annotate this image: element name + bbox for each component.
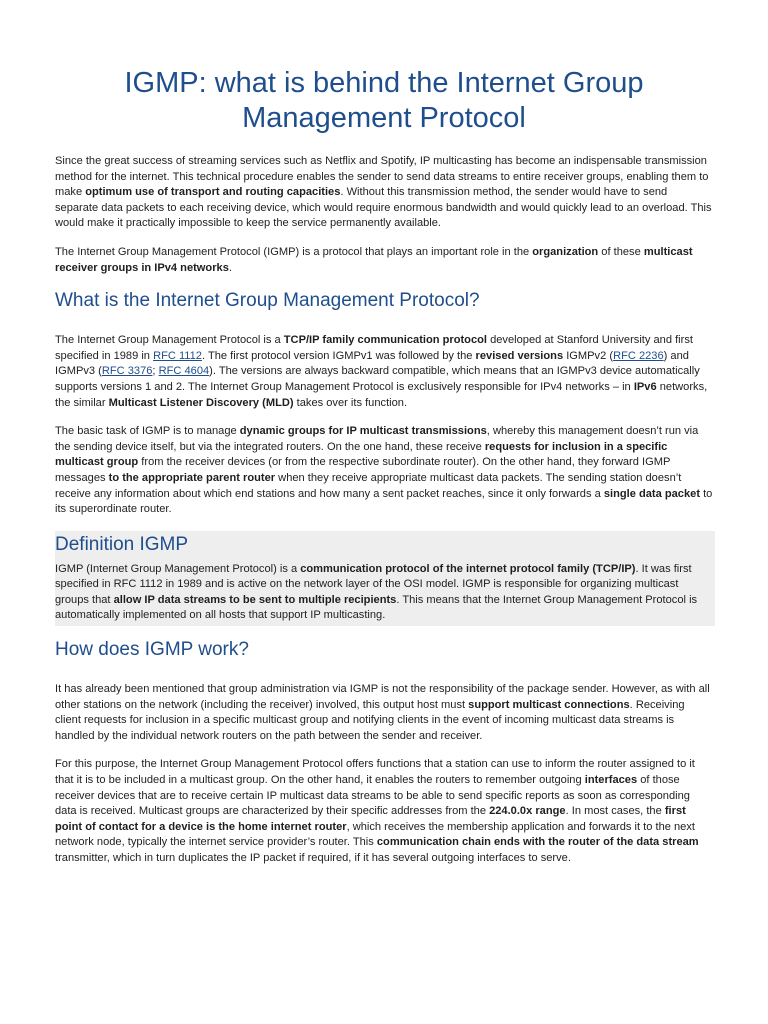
bold-run: allow IP data streams to be sent to multiple recipients bbox=[113, 593, 397, 606]
bold-run: 224.0.0x range bbox=[489, 805, 566, 818]
intro-paragraph bbox=[55, 154, 713, 232]
link-rfc-2236[interactable]: RFC 2236 bbox=[613, 349, 664, 362]
text-run: when they receive appropriate multicast data packets. The sending station doesn’t receive any information about which end stations and how many a sent packet reaches, since it only forwards a bbox=[55, 471, 682, 500]
bold-run: multicast receiver groups in IPv4 networks bbox=[55, 245, 693, 274]
bold-run: first point of contact for a device is the home internet router bbox=[55, 805, 686, 833]
text-run: ). The versions are always backward compatible, which means that an IGMPv3 device automatically supports versions 1 and 2. The Internet Group Management Protocol is exclusively responsible for IPv4 networks – in bbox=[55, 365, 700, 393]
text-run: ; bbox=[152, 365, 159, 378]
text-run: The basic task of IGMP is to manage bbox=[55, 425, 240, 438]
text-run: For this purpose, the Internet Group Management Protocol offers functions that a station can use to inform the router assigned to it that it is to be included in a multicast group. On the other hand, it enables the routers to remember outgoing bbox=[55, 758, 695, 787]
text-run: . In most cases, the bbox=[565, 805, 665, 818]
bold-run: requests for inclusion in a specific multicast group bbox=[55, 440, 668, 469]
link-rfc-4604[interactable]: RFC 4604 bbox=[158, 365, 210, 378]
bold-run: TCP/IP family communication protocol bbox=[283, 334, 487, 347]
bold-run: communication chain ends with the router of the data stream bbox=[376, 836, 699, 849]
bold-run: organization bbox=[532, 245, 599, 258]
heading-definition-igmp: Definition IGMP bbox=[55, 533, 189, 555]
text-run: . Receiving client requests for inclusion in a specific multicast group and notifying clients in the event of incoming multicast data streams is handled by the individual network routers on the path between the sender and receiver. bbox=[55, 698, 685, 742]
history-paragraph bbox=[55, 333, 713, 411]
heading-how-does-igmp-work: How does IGMP work? bbox=[55, 639, 249, 661]
bold-run: support multicast connections bbox=[468, 698, 630, 711]
bold-run: dynamic groups for IP multicast transmissions bbox=[239, 425, 487, 438]
text-run: , which receives the membership application and forwards it to the next network node, typically the internet service provider’s router. This bbox=[55, 820, 695, 849]
text-run: to its superordinate router. bbox=[55, 487, 713, 516]
bold-run: communication protocol of the internet protocol family (TCP/IP) bbox=[300, 562, 636, 575]
text-run: . bbox=[228, 261, 232, 274]
bold-run: IPv6 bbox=[633, 380, 657, 393]
basic-task-paragraph bbox=[55, 424, 713, 518]
text-run: from the receiver devices (or from the respective subordinate router). On the other hand, they forward IGMP messages bbox=[55, 456, 671, 484]
text-run: takes over its function. bbox=[293, 396, 408, 409]
text-run: IGMP (Internet Group Management Protocol) is a bbox=[55, 562, 301, 575]
page-title: IGMP: what is behind the Internet Group Management Protocol bbox=[124, 67, 644, 134]
text-run: The Internet Group Management Protocol is a bbox=[55, 334, 284, 347]
bold-run: interfaces bbox=[584, 774, 638, 787]
text-run: . It was first specified in RFC 1112 in 1989 and is active on the network layer of the OSI model. IGMP is responsible for organizing multicast groups that bbox=[55, 562, 692, 606]
bold-run: optimum use of transport and routing capacities bbox=[85, 186, 341, 199]
text-run: of these bbox=[598, 245, 644, 258]
text-run: transmitter, which in turn duplicates the IP packet if required, if it has several outgoing interfaces to serve. bbox=[55, 852, 571, 864]
bold-run: to the appropriate parent router bbox=[108, 471, 276, 484]
definition-box bbox=[55, 531, 715, 626]
functions-paragraph bbox=[55, 757, 713, 866]
definition-paragraph bbox=[55, 562, 715, 624]
text-run: of those receiver devices that are to receive certain IP multicast data streams to be able to send specific reports as soon as corresponding data is received. Multicast groups are characterized by their specific addresses from the bbox=[55, 774, 690, 818]
text-run: , whereby this management doesn’t run via the sending device itself, but via the integrated routers. On the one hand, these receive bbox=[55, 425, 699, 453]
link-rfc-1112[interactable]: RFC 1112 bbox=[153, 349, 202, 362]
text-run: developed at Stanford University and first specified in 1989 in bbox=[55, 334, 693, 362]
group-admin-paragraph bbox=[55, 682, 713, 744]
igmp-role-paragraph bbox=[55, 245, 713, 276]
link-rfc-3376[interactable]: RFC 3376 bbox=[101, 365, 153, 378]
text-run: . Without this transmission method, the sender would have to send separate data packets to each receiving device, which would require enormous bandwidth and would quickly lead to an overload. This would make it practically impossible to keep the service permanently available. bbox=[55, 186, 712, 230]
text-run: It has already been mentioned that group administration via IGMP is not the responsibility of the package sender. However, as with all other stations on the network (including the receiver) involved, this output host must bbox=[55, 683, 710, 711]
text-run: IGMPv2 ( bbox=[563, 349, 614, 362]
text-run: The Internet Group Management Protocol (IGMP) is a protocol that plays an important role in the bbox=[55, 245, 533, 258]
text-run: ) and IGMPv3 ( bbox=[55, 349, 689, 378]
bold-run: single data packet bbox=[603, 487, 701, 500]
text-run: . The first protocol version IGMPv1 was followed by the bbox=[201, 349, 476, 362]
text-run: networks, the similar bbox=[55, 380, 708, 409]
bold-run: revised versions bbox=[475, 349, 564, 362]
text-run: . This means that the Internet Group Management Protocol is automatically implemented on all hosts that support IP multicasting. bbox=[55, 593, 698, 622]
heading-what-is-igmp: What is the Internet Group Management Protocol? bbox=[55, 290, 480, 312]
bold-run: Multicast Listener Discovery (MLD) bbox=[108, 396, 294, 409]
text-run: Since the great success of streaming services such as Netflix and Spotify, IP multicasting has become an indispensable transmission method for the internet. This technical procedure enables the sender to send data streams to entire receiver groups, enabling them to make bbox=[55, 155, 709, 199]
